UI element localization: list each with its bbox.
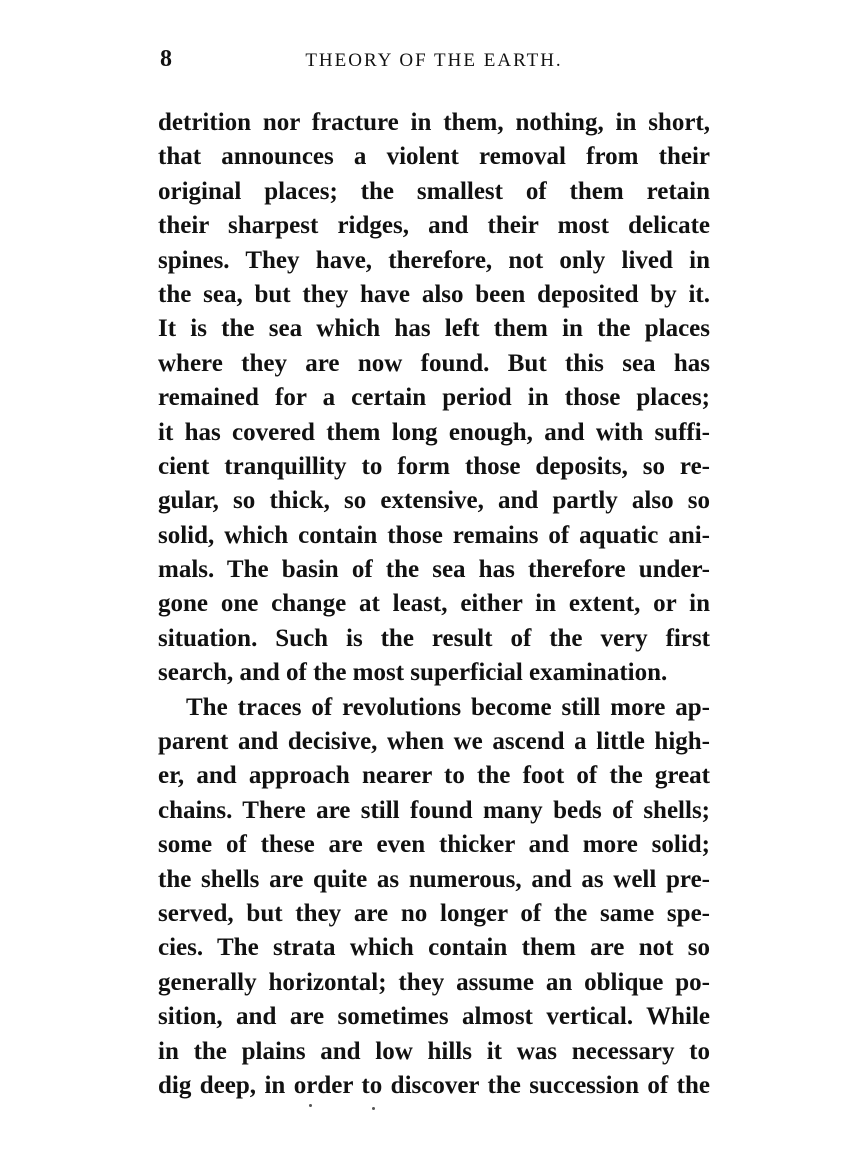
text-line: the shells are quite as numerous, and as well pre- xyxy=(158,865,710,893)
text-line: cient tranquillity to form those deposits, so re- xyxy=(158,452,710,480)
text-line: generally horizontal; they assume an oblique po- xyxy=(158,968,710,996)
text-line: cies. The strata which contain them are not so xyxy=(158,934,710,962)
text-line: sition, and are sometimes almost vertical. While xyxy=(158,1003,710,1031)
text-line: dig deep, in order to discover the succession of the xyxy=(158,1071,710,1099)
text-line: served, but they are no longer of the same spe- xyxy=(158,899,710,927)
text-line: spines. They have, therefore, not only lived in xyxy=(158,246,710,274)
text-line: gular, so thick, so extensive, and partly also so xyxy=(158,487,710,515)
text-line: it has covered them long enough, and with suffi- xyxy=(158,418,710,446)
text-line: gone one change at least, either in extent, or in xyxy=(158,590,710,618)
text-line: their sharpest ridges, and their most delicate xyxy=(158,212,710,240)
page-header xyxy=(160,46,708,76)
text-line: detrition nor fracture in them, nothing, in short, xyxy=(158,109,710,136)
text-line: original places; the smallest of them retain xyxy=(158,177,710,205)
body-text xyxy=(158,106,710,1103)
text-line: solid, which contain those remains of aquatic ani- xyxy=(158,521,710,549)
text-line: the sea, but they have also been deposited by it. xyxy=(158,280,710,308)
text-line: remained for a certain period in those places; xyxy=(158,384,710,412)
print-speck xyxy=(372,1107,375,1110)
text-line: in the plains and low hills it was necessary to xyxy=(158,1037,710,1065)
text-line: The traces of revolutions become still more ap- xyxy=(186,693,710,721)
text-line: er, and approach nearer to the foot of the great xyxy=(158,762,710,790)
paragraph xyxy=(158,106,710,691)
print-speck xyxy=(309,1104,312,1107)
text-line: parent and decisive, when we ascend a little high- xyxy=(158,728,710,756)
text-line: situation. Such is the result of the very first xyxy=(158,624,710,652)
text-line: that announces a violent removal from their xyxy=(158,143,710,171)
text-line: mals. The basin of the sea has therefore under- xyxy=(158,556,710,584)
text-line: chains. There are still found many beds of shells; xyxy=(158,796,710,824)
page-number: 8 xyxy=(160,46,172,72)
text-line: search, and of the most superficial examination. xyxy=(158,659,668,687)
text-line: where they are now found. But this sea has xyxy=(158,349,710,377)
running-head: THEORY OF THE EARTH. xyxy=(305,50,563,71)
paragraph xyxy=(158,691,710,1104)
text-line: some of these are even thicker and more solid; xyxy=(158,831,710,859)
text-line: It is the sea which has left them in the places xyxy=(158,315,710,343)
